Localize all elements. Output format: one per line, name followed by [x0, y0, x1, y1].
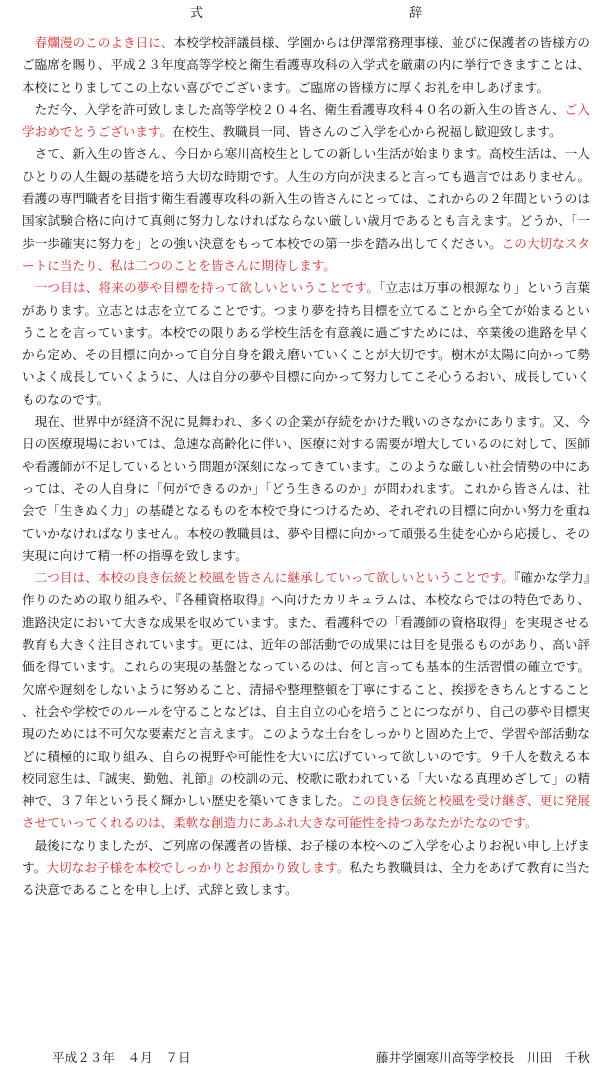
- body-text: 『確かな学力』作りのための取り組みや、『各種資格取得』へ向けたカリキュラムは、本校ならではの特色であり、進路決定において大きな成果を収めています。また、看護科での「看護師の資格取得」を実現させる教育も大きく注目されています。更には、近年の部活動での成果には目を見張るものがあり、高い評価を得ています。これらの実現の基盤となっているのは、何と言っても基本的生活習慣の確立です。欠席や遅刻をしないように努めること、清掃や整理整頓を丁寧にすること、挨拶をきちんとすること、社会や学校でのルールを守ることなどは、自主自立の心を培うことにつながり、自己の夢や目標実現のためには不可欠な要素だと言えます。このような土台をしっかりと固めた上で、学習や部活動などに積極的に取り組み、自らの視野や可能性を大いに広げていって欲しいのです。９千人を数える本校同窓生は、『誠実、勤勉、礼節』の校訓の元、校歌に歌われている「大いなる真理めざして」の精神で、３７年という長く輝かしい歴史を築いてきました。: [22, 570, 590, 809]
- closing-paragraph: [22, 835, 590, 902]
- highlighted-text: 春爛漫のこのよき日に、: [34, 35, 174, 50]
- greeting-paragraph: [22, 32, 590, 99]
- date-line: 平成２３年 ４月 ７日: [52, 1050, 191, 1065]
- signature-line: 藤井学園寒川高等学校長 川田 千秋: [375, 1050, 590, 1065]
- body-text: 最後になりましたが、ご列席の保護者の皆様、お子様の本校へのご入学を心よりお祝い申し上げます。: [22, 837, 590, 875]
- body-text: 私たち教職員は、全力をあげて教育に当たる決意であることを申し上げ、式辞と致します。: [22, 859, 591, 898]
- body-text: ただ今、入学を許可致しました高等学校２０４名、衛生看護専攻科４０名の新入生の皆さん、: [34, 101, 565, 117]
- first-expectation-paragraph: [22, 277, 590, 411]
- society-paragraph: [22, 411, 590, 567]
- highlighted-text: 大切なお子様を本校でしっかりとお預かり致します。: [46, 859, 350, 875]
- document-title: 式 辞: [189, 6, 482, 21]
- welcome-paragraph: [22, 99, 590, 144]
- highlighted-text: 一つ目は、将来の夢や目標を持って欲しいということです。: [34, 280, 380, 296]
- body-text: さて、新入生の皆さん、今日から寒川高校生としての新しい生活が始まります。高校生活は、一人ひとりの人生観の基礎を培う大切な時期です。人生の方向が決まると言っても過言ではありません。看護の専門職者を目指す衛生看護専攻科の新入生の皆さんにとっては、これからの２年間というのは国家試験合格に向けて真剣に努力しなければならない厳しい歳月であるとも言えます。どうか、「一歩一歩確実に努力を」との強い決意をもって本校での第一歩を踏み出してください。: [22, 146, 590, 251]
- body-text: 「立志は万事の根源なり」という言葉があります。立志とは志を立てることです。つまり夢を持ち目標を立てることから全てが始まるということを言っています。本校での限りある学校生活を有意義に過ごすためには、卒業後の進路を早くから定め、その目標に向かって自分自身を鍛え磨いていくことが大切です。樹木が太陽に向かって勢いよく成長していくように、人は自分の夢や目標に向かって努力してこそ心うるおい、成長していくものなのです。: [22, 280, 591, 407]
- highlighted-text: ご入学おめでとうございます。: [22, 101, 590, 140]
- second-expectation-paragraph: [22, 567, 590, 835]
- body-text: 現在、世界中が経済不況に見舞われ、多くの企業が存続をかけた戦いのさなかにあります。又、今日の医療現場においては、急速な高齢化に伴い、医療に対する需要が増大しているのに対して、医師や看護師が不足しているという問題が深刻になってきています。このような厳しい社会情勢の中にあっては、その人自身に「何ができるのか」「どう生きるのか」が問われます。これから皆さんは、社会で「生きぬく力」の基礎となるものを本校で身につけるため、それぞれの目標に向かい努力を重ねていかなければなりません。本校の教職員は、夢や目標に向かって頑張る生徒を心から応援し、その実現に向けて精一杯の指導を致します。: [22, 414, 590, 563]
- new-life-paragraph: [22, 143, 590, 277]
- address-document: [22, 0, 590, 902]
- body-text: 本校学校評議員様、学園からは伊澤常務理事様、並びに保護者の皆様方のご臨席を賜り、平成２３年度高等学校と衛生看護専攻科の入学式を厳粛の内に挙行できますことは、本校にとりましてこの上ない喜びでございます。ご臨席の皆様方に厚くお礼を申しあげます。: [22, 35, 591, 95]
- body-text: 在校生、教職員一同、皆さんのご入学を心から祝福し歓迎致します。: [172, 124, 562, 140]
- highlighted-text: この良き伝統と校風を受け継ぎ、更に発展させていってくれるのは、柔軟な創造力にあふれ大きな可能性を持つあなたがたなのです。: [22, 793, 590, 831]
- highlighted-text: 二つ目は、本校の良き伝統と校風を皆さんに継承していって欲しいということです。: [34, 570, 515, 586]
- document-body: [22, 32, 590, 902]
- highlighted-text: この大切なスタートに当たり、私は二つのことを皆さんに期待します。: [22, 235, 591, 273]
